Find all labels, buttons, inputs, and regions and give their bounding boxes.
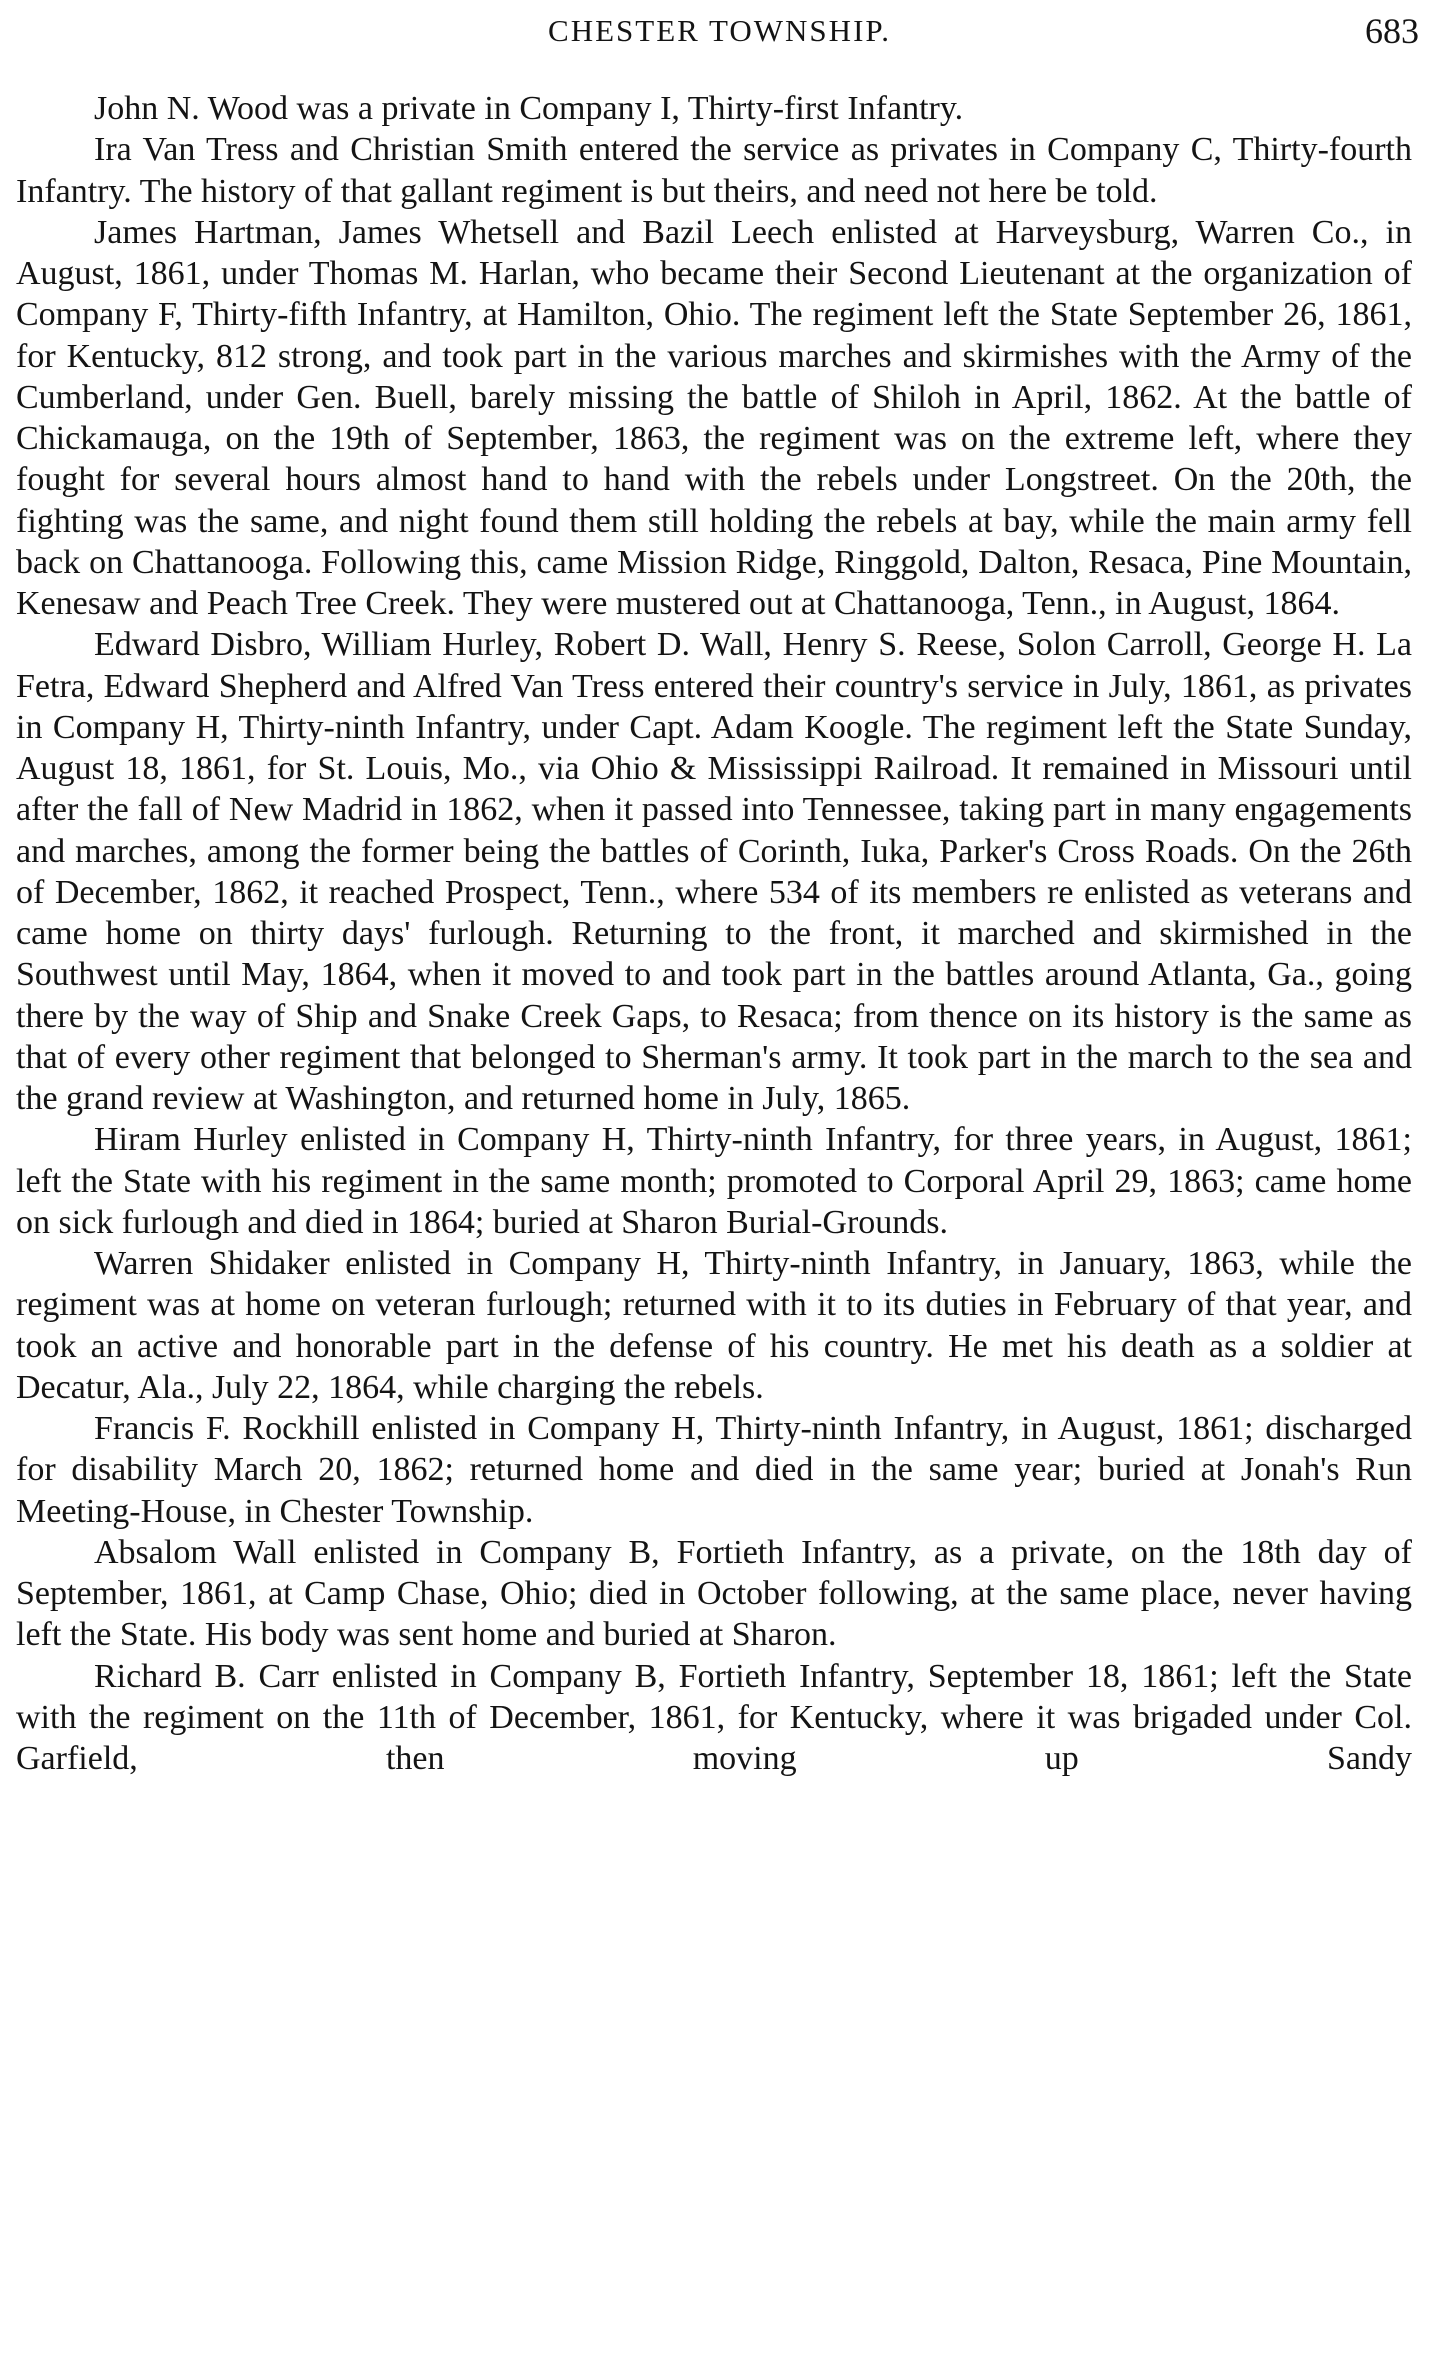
body-text [16,88,1412,1779]
paragraph-absalom-wall: Absalom Wall enlisted in Company B, Fortieth Infantry, as a private, on the 18th day of September, 1861, at Camp Chase, Ohio; died in October following, at the same place, never having left the State. His body was sent home and buried at Sharon. [16,1533,1412,1654]
paragraph-francis-rockhill: Francis F. Rockhill enlisted in Company H, Thirty-ninth Infantry, in August, 1861; discharged for disability March 20, 1862; returned home and died in the same year; buried at Jonah's Run Meeting-House, in Chester Township. [16,1410,1412,1530]
running-title: CHESTER TOWNSHIP. [548,13,891,48]
paragraph-richard-carr: Richard B. Carr enlisted in Company B, Fortieth Infantry, September 18, 1861; left the State with the regiment on the 11th of December, 1861, for Kentucky, where it was brigaded under Col. Garfield, then moving up Sandy [16,1657,1412,1777]
running-head [20,6,1419,56]
paragraph-disbro-company-h: Edward Disbro, William Hurley, Robert D. Wall, Henry S. Reese, Solon Carroll, George H. La Fetra, Edward Shepherd and Alfred Van Tress entered their country's service in July, 1861, as privates in Company H, Thirty-ninth Infantry, under Capt. Adam Koogle. The regiment left the State Sunday, August 18, 1861, for St. Louis, Mo., via Ohio & Mississippi Railroad. It remained in Missouri until after the fall of New Madrid in 1862, when it passed into Tennessee, taking part in many engagements and marches, among the former being the battles of Corinth, Iuka, Parker's Cross Roads. On the 26th of December, 1862, it reached Prospect, Tenn., where 534 of its members re enlisted as veterans and came home on thirty days' furlough. Returning to the front, it marched and skirmished in the Southwest until May, 1864, when it moved to and took part in the battles around Atlanta, Ga., going there by the way of Ship and Snake Creek Gaps, to Resaca; from thence on its history is the same as that of every other regiment that belonged to Sherman's army. It took part in the march to the sea and the grand review at Washington, and returned home in July, 1865. [16,626,1412,1117]
paragraph-wood: John N. Wood was a private in Company I, Thirty-first Infantry. [94,90,964,127]
paragraph-warren-shidaker: Warren Shidaker enlisted in Company H, Thirty-ninth Infantry, in January, 1863, while the regiment was at home on veteran furlough; returned with it to its duties in February of that year, and took an active and honorable part in the defense of his country. He met his death as a soldier at Decatur, Ala., July 22, 1864, while charging the rebels. [16,1245,1412,1406]
page-number: 683 [1365,11,1419,51]
paragraph-van-tress-smith: Ira Van Tress and Christian Smith entered the service as privates in Company C, Thirty-fourth Infantry. The history of that gallant regiment is but theirs, and need not here be told. [16,131,1412,210]
paragraph-hartman-whetsell-leech: James Hartman, James Whetsell and Bazil Leech enlisted at Harveysburg, Warren Co., in August, 1861, under Thomas M. Harlan, who became their Second Lieutenant at the organization of Company F, Thirty-fifth Infantry, at Hamilton, Ohio. The regiment left the State September 26, 1861, for Kentucky, 812 strong, and took part in the various marches and skirmishes with the Army of the Cumberland, under Gen. Buell, barely missing the battle of Shiloh in April, 1862. At the battle of Chickamauga, on the 19th of September, 1863, the regiment was on the extreme left, where they fought for several hours almost hand to hand with the rebels under Longstreet. On the 20th, the fighting was the same, and night found them still holding the rebels at bay, while the main army fell back on Chattanooga. Following this, came Mission Ridge, Ringgold, Dalton, Resaca, Pine Mountain, Kenesaw and Peach Tree Creek. They were mustered out at Chattanooga, Tenn., in August, 1864. [16,213,1412,622]
paragraph-hiram-hurley: Hiram Hurley enlisted in Company H, Thirty-ninth Infantry, for three years, in August, 1861; left the State with his regiment in the same month; promoted to Corporal April 29, 1863; came home on sick furlough and died in 1864; buried at Sharon Burial-Grounds. [16,1121,1412,1241]
